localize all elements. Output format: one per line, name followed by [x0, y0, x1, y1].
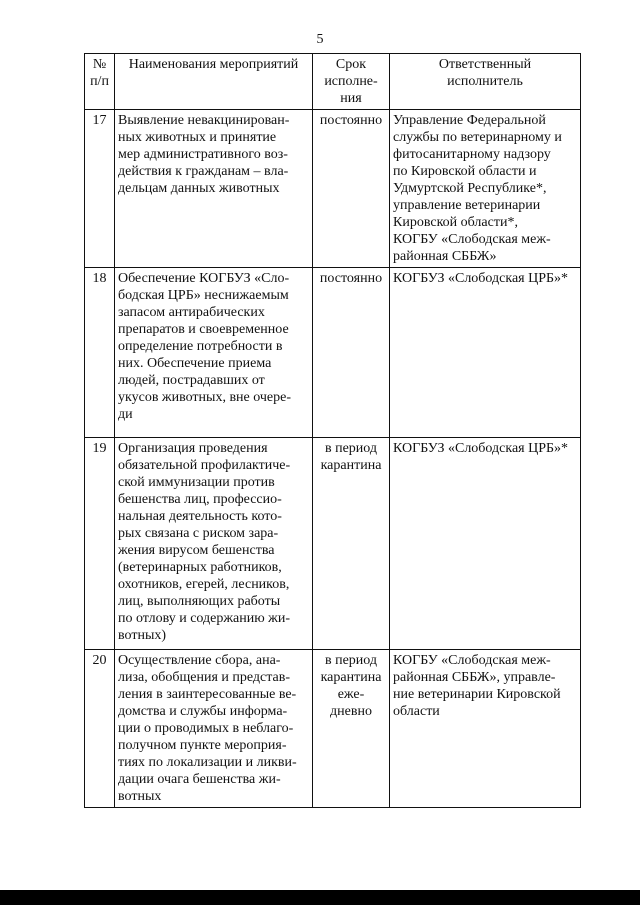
measures-table	[84, 53, 581, 808]
header-num: № п/п	[85, 54, 115, 110]
table-row	[85, 110, 581, 268]
table-row	[85, 268, 581, 438]
row-measure: Организация проведения обязательной профилактиче- ской иммунизации против бешенства лиц, профессио- нальная деятельность кото- рых связана с риском зара- жения вирусом бешенства (ветеринарных работников, охотников, егерей, лесников, лиц, выполняющих работы по отлову и содержанию жи- вотных)	[115, 438, 313, 650]
row-num: 18	[85, 268, 115, 438]
row-term: в период карантина	[313, 438, 390, 650]
page-number: 5	[316, 32, 324, 47]
header-row	[85, 54, 581, 110]
header-responsible: Ответственный исполнитель	[390, 54, 581, 110]
row-responsible: КОГБУЗ «Слободская ЦРБ»*	[390, 268, 581, 438]
row-term: в период карантина еже- дневно	[313, 650, 390, 808]
scan-edge-bar	[0, 890, 640, 905]
table-row	[85, 650, 581, 808]
row-num: 20	[85, 650, 115, 808]
row-responsible: Управление Федеральной службы по ветеринарному и фитосанитарному надзору по Кировской области и Удмуртской Республике*, управление ветеринарии Кировской области*, КОГБУ «Слободская меж- районная СББЖ»	[390, 110, 581, 268]
row-measure: Выявление невакцинирован- ных животных и принятие мер административного воз- действия к гражданам – вла- дельцам данных животных	[115, 110, 313, 268]
table-row	[85, 438, 581, 650]
row-num: 17	[85, 110, 115, 268]
header-term: Срок исполне- ния	[313, 54, 390, 110]
row-term: постоянно	[313, 110, 390, 268]
row-measure: Осуществление сбора, ана- лиза, обобщения и представ- ления в заинтересованные ве- домства и службы информа- ции о проводимых в неблаго- получном пункте мероприя- тиях по локализации и ликви- дации очага бешенства жи- вотных	[115, 650, 313, 808]
row-responsible: КОГБУЗ «Слободская ЦРБ»*	[390, 438, 581, 650]
row-num: 19	[85, 438, 115, 650]
row-term: постоянно	[313, 268, 390, 438]
row-measure: Обеспечение КОГБУЗ «Сло- бодская ЦРБ» неснижаемым запасом антирабических препаратов и своевременное определение потребности в них. Обеспечение приема людей, пострадавших от укусов животных, вне очере- ди	[115, 268, 313, 438]
header-name: Наименования мероприятий	[115, 54, 313, 110]
row-responsible: КОГБУ «Слободская меж- районная СББЖ», управле- ние ветеринарии Кировской области	[390, 650, 581, 808]
